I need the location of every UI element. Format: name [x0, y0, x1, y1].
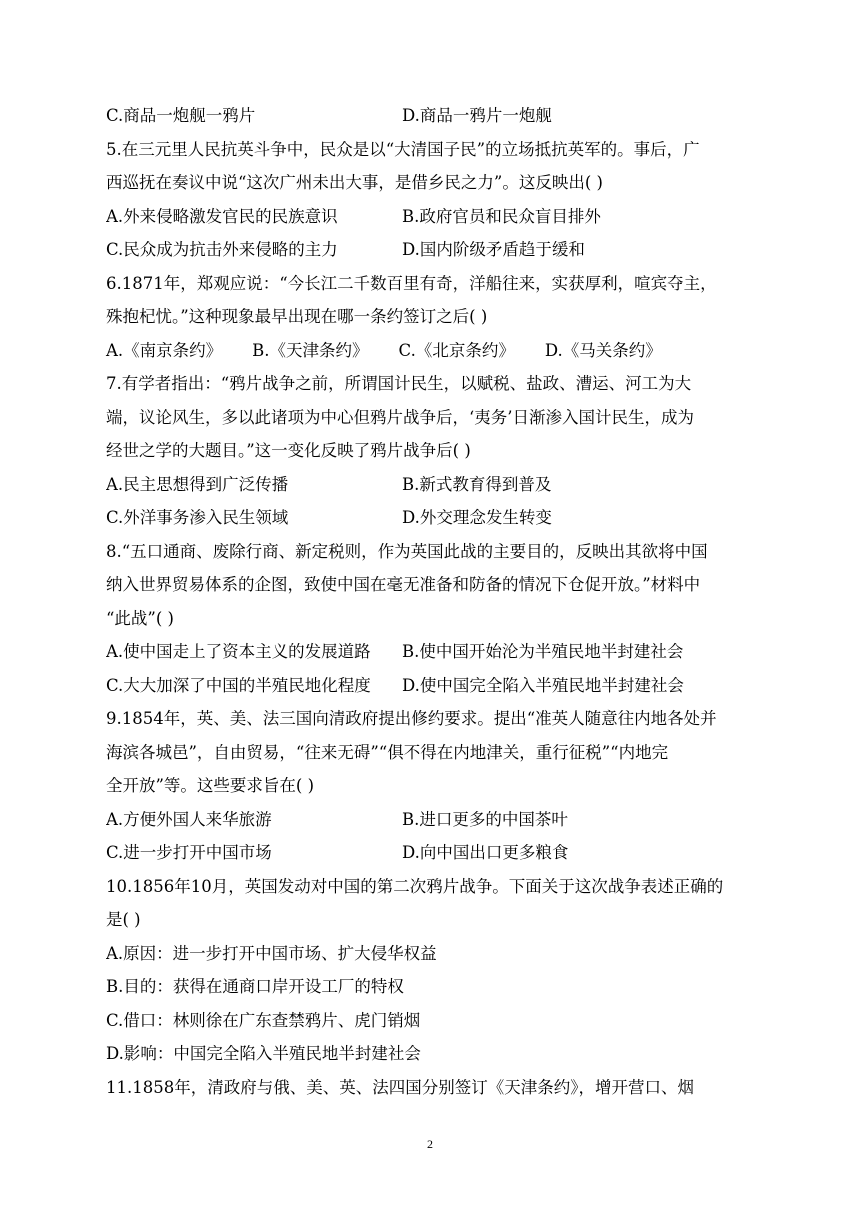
question-8-stem-line-3: “此战”( ) — [106, 608, 174, 628]
question-10-stem-line-1: 10.1856年10月，英国发动对中国的第二次鸦片战争。下面关于这次战争表述正确的 — [106, 876, 724, 896]
question-10-option-d: D.影响：中国完全陷入半殖民地半封建社会 — [106, 1044, 421, 1063]
question-5-options-ab — [106, 200, 756, 234]
question-6-option-d: D.《马关条约》 — [544, 340, 662, 360]
question-9-options-ab — [106, 803, 756, 837]
question-7-stem-line-3: 经世之学的大题目。”这一变化反映了鸦片战争后( ) — [106, 441, 471, 460]
question-4-options-cd — [106, 99, 756, 133]
question-5-option-c: C.民众成为抗击外来侵略的主力 — [106, 240, 338, 259]
question-8-option-c: C.大大加深了中国的半殖民地化程度 — [106, 675, 371, 695]
question-7-options-ab — [106, 468, 756, 502]
question-9-option-d: D.向中国出口更多粮食 — [402, 843, 569, 862]
question-5-option-d: D.国内阶级矛盾趋于缓和 — [402, 240, 585, 259]
question-8-option-b: B.使中国开始沦为半殖民地半封建社会 — [402, 642, 684, 661]
question-7-option-d: D.外交理念发生转变 — [402, 508, 552, 527]
question-7-stem-line-2: 端，议论风生，多以此诸项为中心但鸦片战争后，‘夷务’日渐渗入国计民生，成为 — [106, 407, 694, 427]
question-7-stem-line-1: 7.有学者指出：“鸦片战争之前，所谓国计民生，以赋税、盐政、漕运、河工为大 — [106, 374, 692, 393]
question-9-option-a: A.方便外国人来华旅游 — [106, 809, 272, 829]
question-7-option-b: B.新式教育得到普及 — [402, 474, 552, 494]
question-4-option-c: C.商品一炮舰一鸦片 — [106, 106, 256, 125]
question-5-option-b: B.政府官员和民众盲目排外 — [402, 206, 601, 226]
question-8-stem-line-1: 8.“五口通商、废除行商、新定税则，作为英国此战的主要目的，反映出其欲将中国 — [106, 541, 708, 561]
question-6-option-a: A.《南京条约》 — [106, 340, 223, 360]
question-5-stem-line-2: 西巡抚在奏议中说“这次广州未出大事，是借乡民之力”。这反映出( ) — [106, 173, 603, 192]
question-9-options-cd — [106, 836, 756, 870]
question-8-option-d: D.使中国完全陷入半殖民地半封建社会 — [402, 675, 684, 695]
question-9-stem-line-2: 海滨各城邑”，自由贸易，“往来无碍”“俱不得在内地津关，重行征税”“内地完 — [106, 742, 669, 762]
question-8-option-a: A.使中国走上了资本主义的发展道路 — [106, 642, 371, 661]
question-7-option-a: A.民主思想得到广泛传播 — [106, 474, 289, 494]
question-5-option-a: A.外来侵略激发官民的民族意识 — [106, 206, 338, 226]
question-9-option-b: B.进口更多的中国茶叶 — [402, 809, 568, 829]
question-4-option-d: D.商品一鸦片一炮舰 — [402, 106, 552, 125]
question-7-option-c: C.外洋事务渗入民生领域 — [106, 508, 289, 527]
question-6-stem-line-1: 6.1871年，郑观应说：“今长江二千数百里有奇，洋船往来，实获厚利，喧宾夺主， — [106, 273, 717, 293]
question-5-options-cd — [106, 233, 756, 267]
question-10-option-a: A.原因：进一步打开中国市场、扩大侵华权益 — [106, 943, 437, 963]
page-number: 2 — [427, 1137, 433, 1151]
question-9-option-c: C.进一步打开中国市场 — [106, 843, 272, 862]
exam-page — [106, 99, 756, 1104]
question-6-option-c: C.《北京条约》 — [398, 340, 515, 360]
question-9-stem-line-1: 9.1854年，英、美、法三国向清政府提出修约要求。提出“准英人随意往内地各处并 — [106, 709, 717, 728]
question-8-options-ab — [106, 635, 756, 669]
question-6-option-b: B.《天津条约》 — [252, 340, 369, 360]
question-7-options-cd — [106, 501, 756, 535]
question-5-stem-line-1: 5.在三元里人民抗英斗争中，民众是以“大清国子民”的立场抵抗英军的。事后，广 — [106, 139, 700, 159]
question-8-options-cd — [106, 669, 756, 703]
question-10-option-b: B.目的：获得在通商口岸开设工厂的特权 — [106, 977, 404, 996]
question-8-stem-line-2: 纳入世界贸易体系的企图，致使中国在毫无准备和防备的情况下仓促开放。”材料中 — [106, 575, 701, 594]
question-9-stem-line-3: 全开放”等。这些要求旨在( ) — [106, 776, 315, 795]
question-6-options — [106, 334, 756, 368]
question-6-stem-line-2: 殊抱杞忧。”这种现象最早出现在哪一条约签订之后( ) — [106, 307, 488, 326]
question-10-stem-line-2: 是( ) — [106, 910, 141, 929]
question-11-stem-line-1: 11.1858年，清政府与俄、美、英、法四国分别签订《天津条约》，增开营口、烟 — [106, 1077, 694, 1097]
question-10-option-c: C.借口：林则徐在广东查禁鸦片、虎门销烟 — [106, 1010, 421, 1030]
